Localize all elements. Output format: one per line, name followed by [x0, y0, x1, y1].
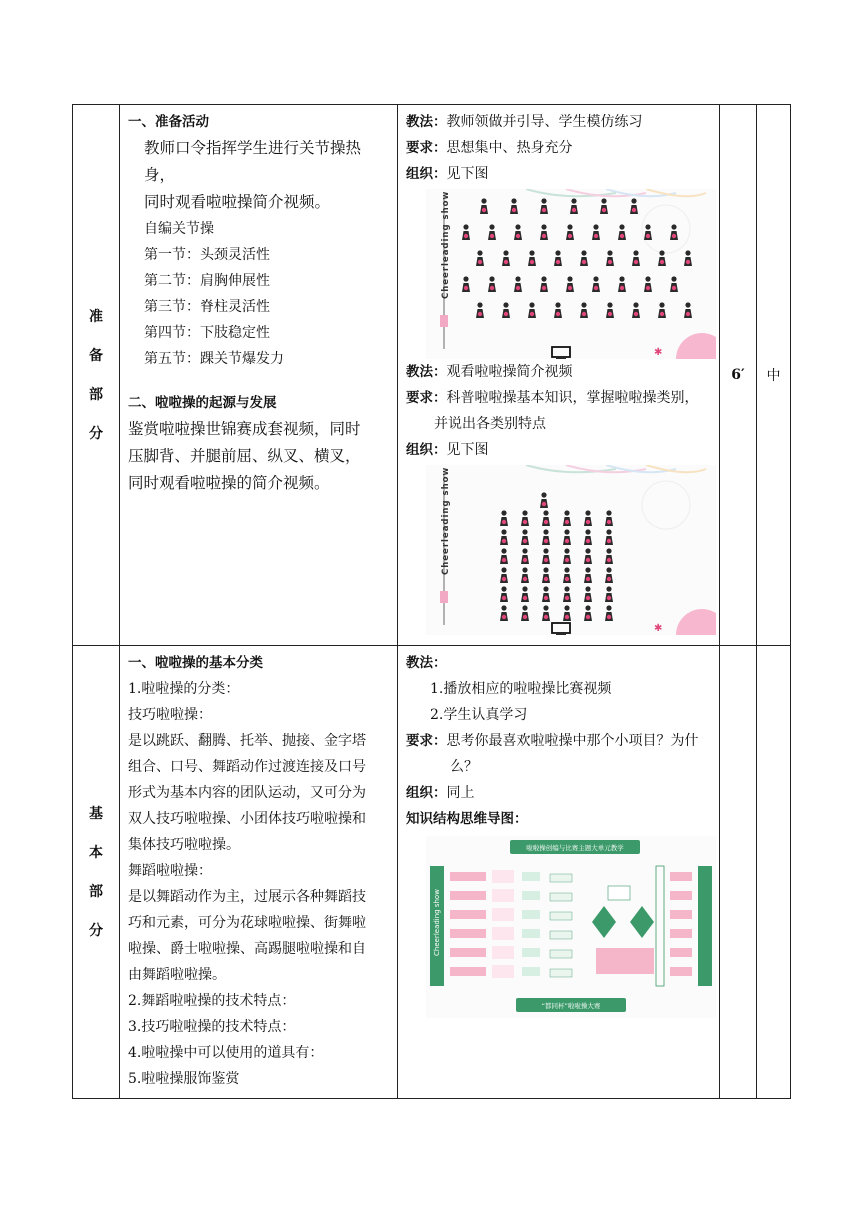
- lesson-plan-table: [72, 104, 791, 1099]
- mindmap-node: [522, 948, 540, 957]
- basic-text: 巧和元素，可分为花球啦啦操、街舞啦: [128, 915, 366, 931]
- mindmap-node: [450, 948, 486, 957]
- method-label: 教法：: [406, 655, 447, 671]
- prep-time: 6′: [720, 105, 757, 646]
- mindmap-diagram: [426, 836, 716, 1018]
- method-text: 见下图: [446, 442, 489, 458]
- mindmap-node: [550, 950, 572, 958]
- mindmap-node: [670, 948, 692, 957]
- method-text: 1.播放相应的啦啦操比赛视频: [430, 681, 612, 697]
- formation-image-1: [426, 189, 716, 359]
- mindmap-node: [550, 893, 572, 901]
- formation-image-2: [426, 465, 716, 635]
- mindmap-node: [492, 870, 514, 883]
- mindmap-image: [426, 836, 716, 1018]
- watermark-text: Cheerleading show: [441, 190, 451, 299]
- decor-block: [440, 315, 448, 327]
- prep-text: 鉴赏啦啦操世锦赛成套视频，同时: [128, 420, 361, 438]
- basic-text: 形式为基本内容的团队运动，又可分为: [128, 785, 366, 801]
- method-text: 么？: [450, 759, 478, 775]
- method-line: [406, 135, 711, 161]
- mindmap-node: [550, 912, 572, 920]
- mindmap-node: [450, 910, 486, 919]
- basic-text: 5.啦啦操服饰鉴赏: [128, 1071, 240, 1087]
- basic-heading-1: 一、啦啦操的基本分类: [128, 655, 263, 671]
- mindmap-node: [450, 891, 486, 900]
- basic-text: 3.技巧啦啦操的技术特点：: [128, 1019, 296, 1035]
- mindmap-heading: 知识结构思维导图：: [406, 811, 528, 827]
- method-line: [406, 780, 711, 806]
- star-icon: ✱: [654, 347, 663, 358]
- method-label: 要求：: [406, 140, 447, 156]
- basic-text: 4.啦啦操中可以使用的道具有：: [128, 1045, 324, 1061]
- basic-text: 是以跳跃、翻腾、托举、抛接、金字塔: [128, 733, 366, 749]
- basic-text: 技巧啦啦操：: [128, 707, 212, 723]
- mindmap-node: [522, 910, 540, 919]
- method-line: [406, 728, 711, 754]
- method-label: 组织：: [406, 166, 447, 182]
- prep-row: [73, 105, 791, 646]
- mindmap-node: [492, 908, 514, 921]
- section-char: 基: [89, 805, 103, 822]
- basic-content-cell: [120, 646, 398, 1099]
- mindmap-node: [550, 874, 572, 882]
- method-text: 思考你最喜欢啦啦操中那个小项目？为什: [446, 733, 699, 749]
- mindmap-node: [492, 946, 514, 959]
- method-text: 并说出各类别特点: [434, 416, 546, 432]
- prep-text: 压脚背、并腿前屈、纵叉、横叉，: [128, 447, 361, 465]
- mindmap-node: [670, 967, 692, 976]
- method-text: 教师领做并引导、学生模仿练习: [446, 114, 643, 130]
- basic-row: [73, 646, 791, 1099]
- section-char: 备: [89, 347, 103, 364]
- section-char: 本: [89, 844, 103, 861]
- method-label: 组织：: [406, 442, 447, 458]
- mindmap-node: [522, 929, 540, 938]
- basic-intensity: [757, 646, 791, 1099]
- mindmap-node: [492, 965, 514, 978]
- prep-text: 同时观看啦啦操简介视频。: [144, 193, 331, 211]
- mindmap-node: [450, 872, 486, 881]
- method-text: 同上: [446, 785, 475, 801]
- prep-section-cell: [73, 105, 120, 646]
- section-char: 分: [89, 425, 103, 442]
- prep-text: 自编关节操: [144, 221, 214, 237]
- section-char: 准: [89, 308, 103, 325]
- section-char: 分: [89, 922, 103, 939]
- method-label: 组织：: [406, 785, 447, 801]
- mindmap-right-bar: [698, 866, 712, 986]
- mindmap-node: [670, 910, 692, 919]
- mindmap-node: [522, 967, 540, 976]
- prep-intensity: 中: [757, 105, 791, 646]
- prep-text: 同时观看啦啦操的简介视频。: [128, 474, 330, 492]
- mindmap-node: [492, 889, 514, 902]
- basic-text: 是以舞蹈动作为主，过展示各种舞蹈技: [128, 889, 366, 905]
- method-text: 科普啦啦操基本知识，掌握啦啦操类别，: [446, 390, 699, 406]
- mindmap-node: [550, 931, 572, 939]
- method-line: [406, 359, 711, 385]
- prep-text: 第五节：踝关节爆发力: [144, 351, 284, 367]
- section-char: 部: [89, 386, 103, 403]
- prep-text: 第一节：头颈灵活性: [144, 247, 270, 263]
- mindmap-node: [550, 969, 572, 977]
- method-line: [406, 109, 711, 135]
- mindmap-bottom: “都同杯”啦啦操大赛: [541, 1002, 601, 1010]
- method-text: 2.学生认真学习: [430, 707, 528, 723]
- basic-text: 啦操、爵士啦啦操、高踢腿啦啦操和自: [128, 941, 366, 957]
- mindmap-node: [608, 886, 630, 900]
- basic-time: [720, 646, 757, 1099]
- prep-text: 第四节：下肢稳定性: [144, 325, 270, 341]
- basic-text: 双人技巧啦啦操、小团体技巧啦啦操和: [128, 811, 366, 827]
- formation-diagram-column: [426, 465, 716, 635]
- prep-text: 第二节：肩胸伸展性: [144, 273, 270, 289]
- prep-content-cell: [120, 105, 398, 646]
- method-text: 观看啦啦操简介视频: [446, 364, 573, 380]
- basic-text: 舞蹈啦啦操：: [128, 863, 212, 879]
- basic-text: 组合、口号、舞蹈动作过渡连接及口号: [128, 759, 366, 775]
- prep-heading-2: 二、啦啦操的起源与发展: [128, 395, 277, 411]
- basic-text: 2.舞蹈啦啦操的技术特点：: [128, 993, 296, 1009]
- section-char: 部: [89, 883, 103, 900]
- method-label: 教法：: [406, 364, 447, 380]
- mindmap-node: [450, 929, 486, 938]
- watermark-text: Cheerleading show: [441, 466, 451, 575]
- method-line: [406, 437, 711, 463]
- mindmap-node: [522, 891, 540, 900]
- star-icon: ✱: [654, 623, 663, 634]
- basic-section-label: [73, 801, 119, 944]
- prep-section-label: [73, 304, 119, 447]
- method-label: 要求：: [406, 733, 447, 749]
- prep-heading-1: 一、准备活动: [128, 114, 209, 130]
- basic-method-cell: [398, 646, 720, 1099]
- prep-text: 教师口令指挥学生进行关节操热身，: [144, 139, 362, 184]
- prep-text: 第三节：脊柱灵活性: [144, 299, 270, 315]
- mindmap-title: 啦啦操创编与比赛主题大单元教学: [526, 844, 624, 852]
- basic-section-cell: [73, 646, 120, 1099]
- method-line: [406, 161, 711, 187]
- mindmap-node: [450, 967, 486, 976]
- method-text: 见下图: [446, 166, 489, 182]
- mindmap-node: [670, 891, 692, 900]
- mindmap-node: [596, 948, 654, 974]
- decor-block: [440, 591, 448, 603]
- mindmap-node: [670, 929, 692, 938]
- mindmap-node: [670, 872, 692, 881]
- mindmap-node: [492, 927, 514, 940]
- mindmap-node: [522, 872, 540, 881]
- basic-text: 1.啦啦操的分类：: [128, 681, 240, 697]
- basic-text: 由舞蹈啦啦操。: [128, 967, 226, 983]
- method-text: 思想集中、热身充分: [446, 140, 573, 156]
- prep-method-cell: [398, 105, 720, 646]
- method-line: [406, 385, 711, 411]
- basic-text: 集体技巧啦啦操。: [128, 837, 240, 853]
- method-label: 要求：: [406, 390, 447, 406]
- method-label: 教法：: [406, 114, 447, 130]
- formation-diagram-grid: [426, 189, 716, 359]
- watermark-text: Cheerleading show: [433, 889, 441, 956]
